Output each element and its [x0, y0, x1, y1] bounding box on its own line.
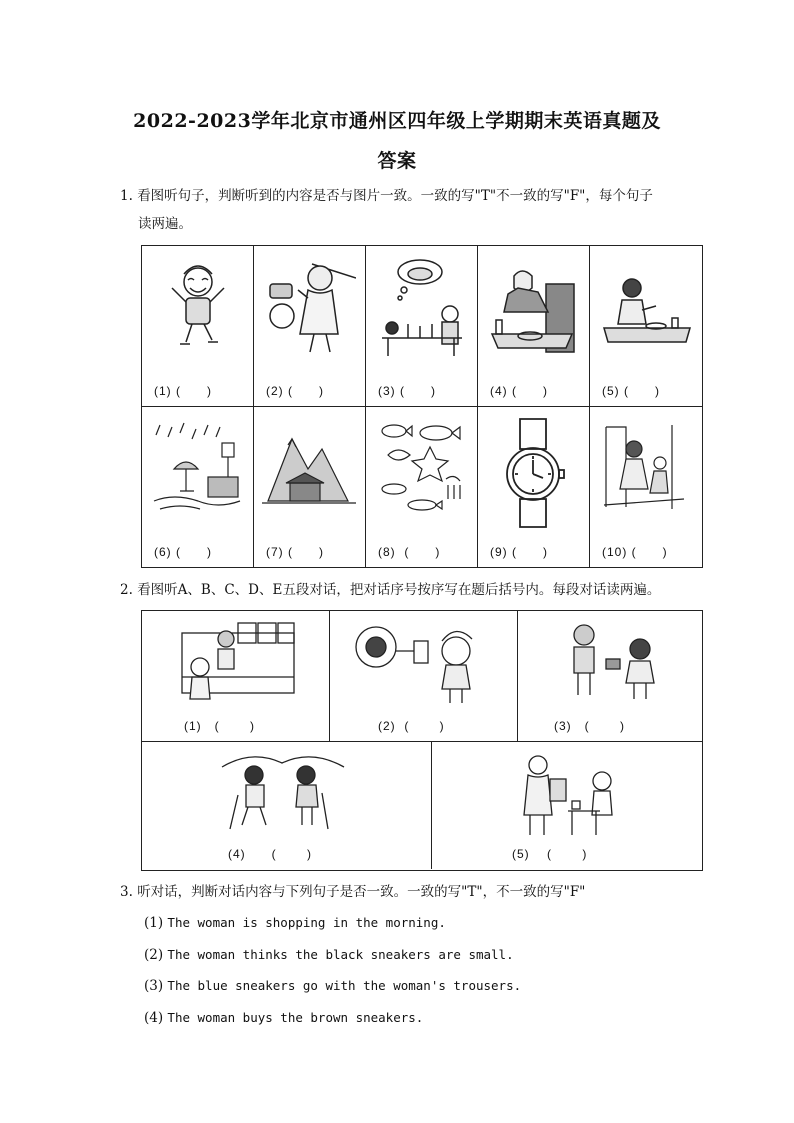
woman-kitchen-illustration — [598, 254, 692, 372]
question-1-instruction — [120, 182, 700, 238]
picture-cell-2 — [254, 246, 366, 407]
item-number: (1) — [144, 915, 164, 931]
sea-animals-illustration — [374, 415, 468, 533]
answer-blank-2[interactable]: (2) ( ) — [266, 383, 324, 398]
picture-cell-6 — [142, 407, 254, 568]
picture-cell-9 — [478, 407, 590, 568]
question-1-number: 1. — [120, 188, 133, 204]
answer-blank-dialogue-2[interactable]: (2) ( ) — [378, 719, 445, 733]
sweeping-leaves-illustration — [218, 749, 348, 841]
item-number: (3) — [144, 978, 164, 994]
picture-cell-7 — [254, 407, 366, 568]
dialogue-picture-3 — [518, 611, 702, 741]
answer-blank-1[interactable]: (1) ( ) — [154, 383, 212, 398]
question-2-number: 2. — [120, 582, 133, 598]
question-3-item-4 — [144, 1006, 521, 1038]
post-office-illustration — [178, 619, 298, 709]
answer-blank-10[interactable]: (10) ( ) — [602, 545, 668, 559]
item-number: (4) — [144, 1009, 164, 1026]
item-number: (2) — [144, 946, 164, 963]
dialogue-picture-5 — [432, 741, 702, 869]
page-title: 2022-2023学年北京市通州区四年级上学期期末英语真题及 — [133, 110, 661, 132]
picture-cell-5 — [590, 246, 702, 407]
question-3-instruction — [120, 878, 700, 906]
serving-drink-illustration — [510, 749, 630, 841]
question-3-item-2 — [144, 943, 521, 975]
question-1-text: 看图听句子，判断听到的内容是否与图片一致。一致的写"T"不一致的写"F"，每个句子 — [137, 188, 653, 204]
answer-blank-dialogue-4[interactable]: (4) ( ) — [228, 847, 312, 861]
item-text: The woman is shopping in the morning. — [167, 915, 446, 930]
dialogue-picture-4 — [142, 741, 432, 869]
rainy-street-illustration — [150, 415, 244, 533]
picture-cell-1 — [142, 246, 254, 407]
dialogue-picture-2 — [330, 611, 518, 741]
wristwatch-illustration — [486, 415, 580, 533]
picture-cell-3 — [366, 246, 478, 407]
question-3-number: 3. — [120, 884, 133, 900]
answer-blank-8[interactable]: (8) ( ) — [378, 545, 441, 559]
girl-on-phone-illustration — [262, 254, 356, 372]
answer-blank-4[interactable]: (4) ( ) — [490, 383, 548, 398]
answer-blank-dialogue-1[interactable]: (1) ( ) — [184, 719, 255, 733]
dialogue-picture-1 — [142, 611, 330, 741]
mountain-house-illustration — [262, 415, 356, 533]
cleaning-floor-illustration — [598, 415, 692, 533]
question-2-text: 看图听A、B、C、D、E五段对话，把对话序号按序写在题后括号内。每段对话读两遍。 — [137, 582, 661, 598]
answer-blank-3[interactable]: (3) ( ) — [378, 383, 436, 398]
item-text: The woman thinks the black sneakers are small. — [167, 946, 514, 962]
question-1-picture-grid — [141, 245, 703, 568]
answer-blank-6[interactable]: (6) ( ) — [154, 545, 212, 559]
answer-blank-dialogue-5[interactable]: (5) ( ) — [512, 847, 588, 861]
question-3-text: 听对话，判断对话内容与下列句子是否一致。一致的写"T"，不一致的写"F" — [137, 884, 586, 900]
kids-gift-illustration — [554, 619, 674, 709]
answer-blank-dialogue-3[interactable]: (3) ( ) — [554, 719, 625, 733]
item-text: The woman buys the brown sneakers. — [167, 1009, 424, 1025]
man-eating-illustration — [486, 254, 580, 372]
answer-blank-5[interactable]: (5) ( ) — [602, 383, 660, 398]
question-2-picture-grid — [141, 610, 703, 871]
picture-cell-10 — [590, 407, 702, 568]
smiling-boy-illustration — [150, 254, 244, 372]
item-text: The blue sneakers go with the woman's trousers. — [167, 978, 522, 993]
question-3-item-1 — [144, 911, 521, 943]
picture-cell-4 — [478, 246, 590, 407]
phone-call-illustration — [352, 619, 492, 709]
answer-blank-7[interactable]: (7) ( ) — [266, 545, 324, 559]
question-3-item-3 — [144, 974, 521, 1006]
picture-cell-8 — [366, 407, 478, 568]
question-1-text-cont: 读两遍。 — [138, 216, 192, 232]
restaurant-dinner-illustration — [374, 254, 468, 372]
page-title-continued: 答案 — [377, 150, 417, 172]
question-3-items — [144, 911, 521, 1037]
answer-blank-9[interactable]: (9) ( ) — [490, 545, 548, 559]
question-2-instruction — [120, 576, 700, 604]
